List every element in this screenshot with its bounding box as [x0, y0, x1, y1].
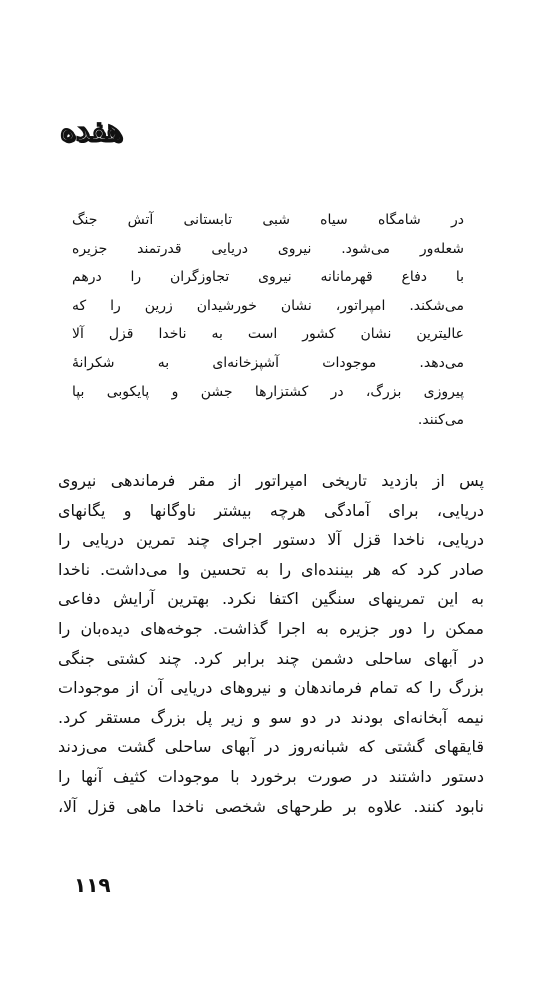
page-number: ۱۱۹	[74, 873, 111, 897]
body-line: پس از بازدید تاریخی امپراتور از مقر فرماندهی نیروی	[58, 471, 484, 490]
intro-line: می‌شکند. امپراتور، نشان خورشیدان زرین را که	[72, 297, 464, 314]
body-line: در آبهای ساحلی دشمن چند برابر کرد. چند کشتی جنگی	[58, 648, 484, 668]
intro-line: در شامگاه سیاه شبی تابستانی آتش جنگ	[72, 212, 464, 228]
intro-line: عالیترین نشان کشور است به ناخدا قزل آلا	[72, 326, 464, 343]
body-line: صادر کرد که هر بیننده‌ای را به تحسین وا می‌داشت. ناخدا	[58, 559, 484, 579]
body-line: دریایی، برای آمادگی هرچه بیشتر ناوگانها و یگانهای	[58, 500, 484, 520]
body-line: دستور داشتند در صورت برخورد با موجودات کثیف آنها را	[58, 766, 484, 786]
intro-line: می‌دهد. موجودات آشپزخانه‌ای به شکرانهٔ	[72, 354, 464, 371]
body-line: بزرگ را که تمام فرماندهان و نیروهای دریایی آن از موجودات	[58, 678, 484, 698]
intro-line: با دفاع قهرمانانه نیروی تجاوزگران را درهم	[72, 269, 464, 286]
intro-line: شعله‌ور می‌شود. نیروی دریایی قدرتمند جزیره	[72, 240, 464, 257]
intro-line: می‌کنند.	[417, 412, 464, 429]
body-line: ممکن را دور جزیره به اجرا گذاشت. جوخه‌های دیده‌بان را	[58, 618, 484, 638]
body-line: به این تمرینهای سنگین اکتفا نکرد. بهترین آرایش دفاعی	[58, 589, 484, 609]
body-line: نابود کنند. علاوه بر طرحهای شخصی ناخدا ماهی قزل آلا،	[58, 796, 484, 816]
chapter-title: هفده	[60, 113, 123, 148]
body-paragraph	[58, 466, 484, 821]
body-line: دریایی، ناخدا قزل آلا دستور اجرای چند تمرین دریایی را	[58, 530, 484, 550]
body-line: قایقهای گشتی که شبانه‌روز در آبهای ساحلی گشت می‌زدند	[58, 737, 484, 757]
chapter-intro	[72, 206, 464, 435]
intro-line: پیروزی بزرگ، در کشتزارها جشن و پایکوبی بپا	[72, 383, 464, 400]
body-line: نیمه آبخانه‌ای بودند در دو سو و زیر پل بزرگ مستقر کرد.	[58, 707, 484, 727]
